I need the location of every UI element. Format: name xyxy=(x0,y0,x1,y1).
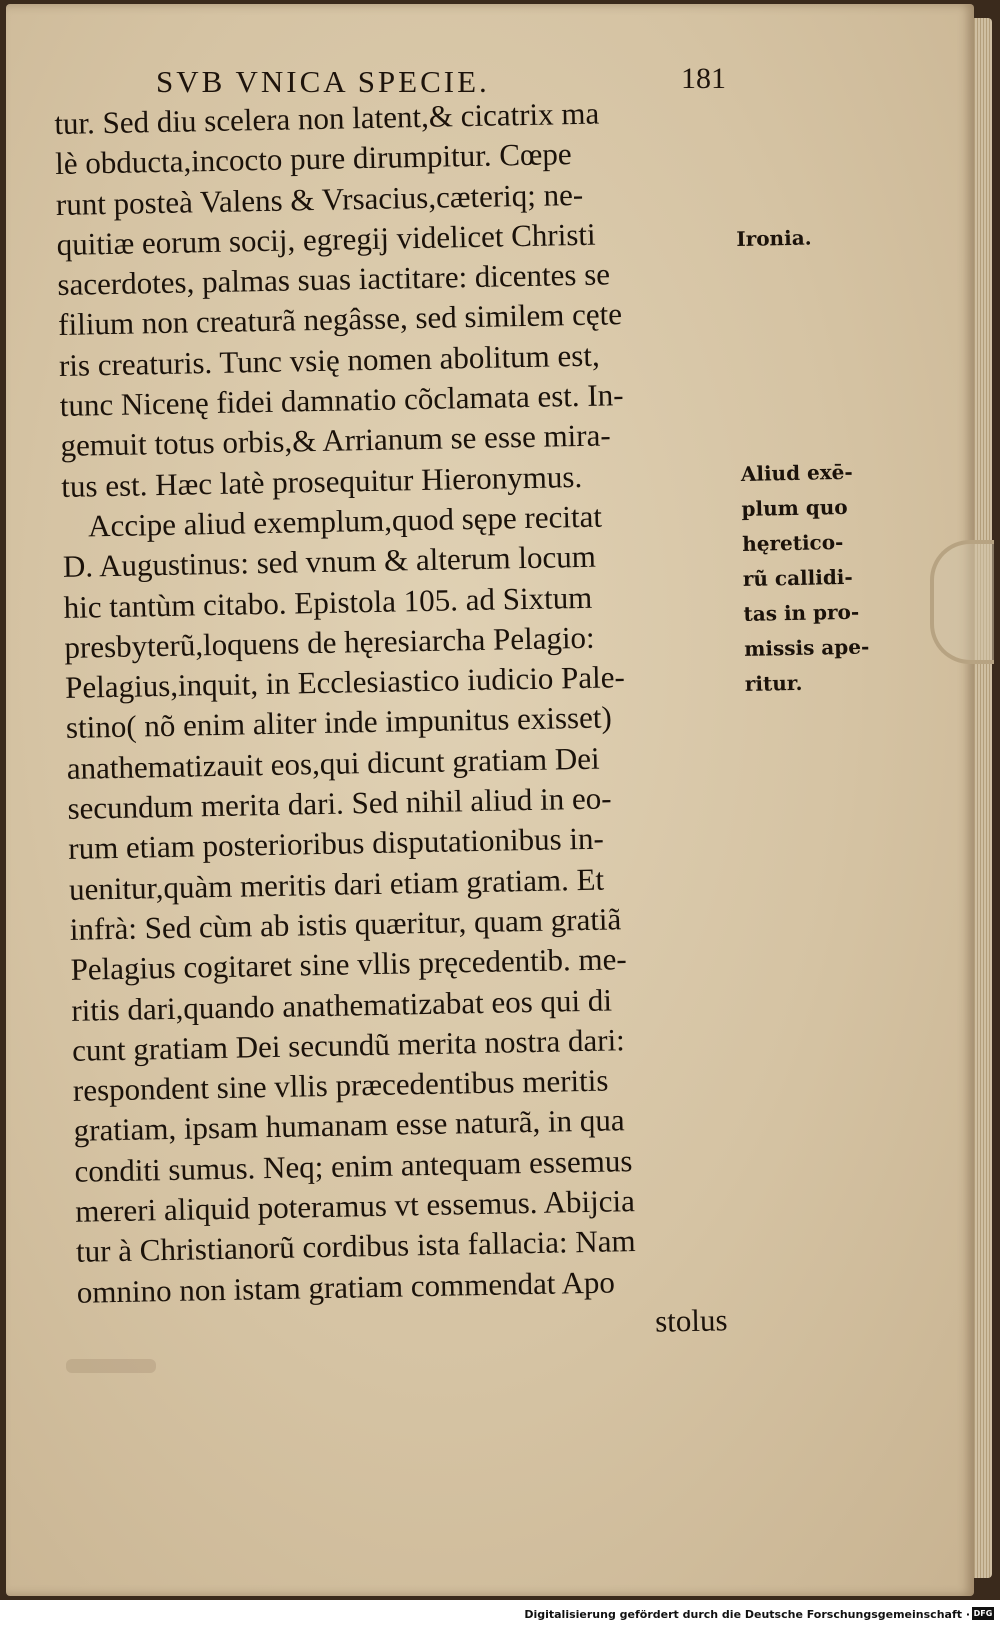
text-line: secundum merita dari. Sed nihil aliud in eo- xyxy=(67,780,612,826)
body-text xyxy=(54,91,758,1353)
margin-note-line: plum quo xyxy=(741,494,848,521)
text-line: ris creaturis. Tunc vsię nomen abolitum est, xyxy=(58,337,600,383)
text-line: D. Augustinus: sed vnum & alterum locum xyxy=(62,538,597,585)
margin-note-ironia: Ironia. xyxy=(736,225,812,251)
text-line: rum etiam posterioribus disputationibus in- xyxy=(67,820,605,867)
text-line: mereri aliquid poteramus vt essemus. Abijcia xyxy=(74,1183,636,1229)
margin-notes xyxy=(736,219,885,702)
text-line: lè obducta,incocto pure dirumpitur. Cœpe xyxy=(54,136,572,182)
text-line: gemuit totus orbis,& Arrianum se esse mira- xyxy=(60,417,611,464)
margin-note-exemplum xyxy=(741,454,886,702)
text-line: anathematizauit eos,qui dicunt gratiam Dei xyxy=(66,740,600,786)
text-line: omnino non istam gratiam commendat Apo xyxy=(76,1264,616,1310)
text-line: sacerdotes, palmas suas iactitare: dicentes se xyxy=(57,256,611,303)
catchword: stolus xyxy=(654,1302,728,1339)
text-line: stino( nõ enim aliter inde impunitus exisset) xyxy=(65,699,613,746)
text-line: tus est. Hæc latè prosequitur Hieronymus. xyxy=(61,458,583,504)
margin-note-line: missis ape- xyxy=(743,634,870,661)
text-line: ritis dari,quando anathematizabat eos qui di xyxy=(71,981,613,1028)
text-line: conditi sumus. Neq; enim antequam essemus xyxy=(74,1142,633,1189)
text-line: presbyterũ,loquens de hęresiarcha Pelagio: xyxy=(64,619,595,665)
text-line: Pelagius,inquit, in Ecclesiastico iudicio Pale- xyxy=(64,659,626,706)
book-page xyxy=(6,4,974,1596)
margin-note-line: rũ callidi- xyxy=(742,564,853,591)
text-line: uenitur,quàm meritis dari etiam gratiam. Et xyxy=(68,861,605,907)
text-line: Pelagius cogitaret sine vllis pręcedentib. me- xyxy=(70,941,627,988)
footer-bar xyxy=(0,1600,1000,1628)
text-line: gratiam, ipsam humanam esse naturã, in qua xyxy=(73,1102,625,1149)
text-line: tur. Sed diu scelera non latent,& cicatrix ma xyxy=(54,95,600,141)
text-line: tur à Christianorũ cordibus ista fallacia: Nam xyxy=(75,1223,636,1270)
dfg-logo-icon: DFG xyxy=(973,1609,993,1618)
margin-note-line: hęretico- xyxy=(741,530,844,556)
margin-note-line: tas in pro- xyxy=(743,599,860,626)
margin-note-line: Aliud exē- xyxy=(740,459,853,486)
funding-credit: Digitalisierung gefördert durch die Deutsche Forschungsgemeinschaft · xyxy=(524,1608,970,1621)
margin-note-line: ritur. xyxy=(744,670,803,696)
page-edges xyxy=(972,18,992,1578)
text-line: runt posteà Valens & Vrsacius,cæteriq; ne- xyxy=(55,176,584,222)
text-line: filium non creaturã negâsse, sed similem cęte xyxy=(57,296,623,343)
clasp-ribbon xyxy=(930,540,994,664)
text-line: respondent sine vllis præcedentibus meritis xyxy=(72,1062,609,1108)
text-line: hic tantùm citabo. Epistola 105. ad Sixtum xyxy=(63,579,593,625)
text-line: cunt gratiam Dei secundũ merita nostra dari: xyxy=(71,1022,626,1068)
ink-smudge xyxy=(66,1359,156,1373)
page-number: 181 xyxy=(681,62,726,95)
text-line: tunc Nicenę fidei damnatio cõclamata est. In- xyxy=(59,377,624,424)
text-line: infrà: Sed cùm ab istis quæritur, quam gratiã xyxy=(69,901,622,947)
text-line: Accipe aliud exemplum,quod sępe recitat xyxy=(87,498,603,544)
running-title: SVB VNICA SPECIE. xyxy=(156,64,490,99)
text-line: quitiæ eorum socij, egregij videlicet Christi xyxy=(56,216,596,262)
